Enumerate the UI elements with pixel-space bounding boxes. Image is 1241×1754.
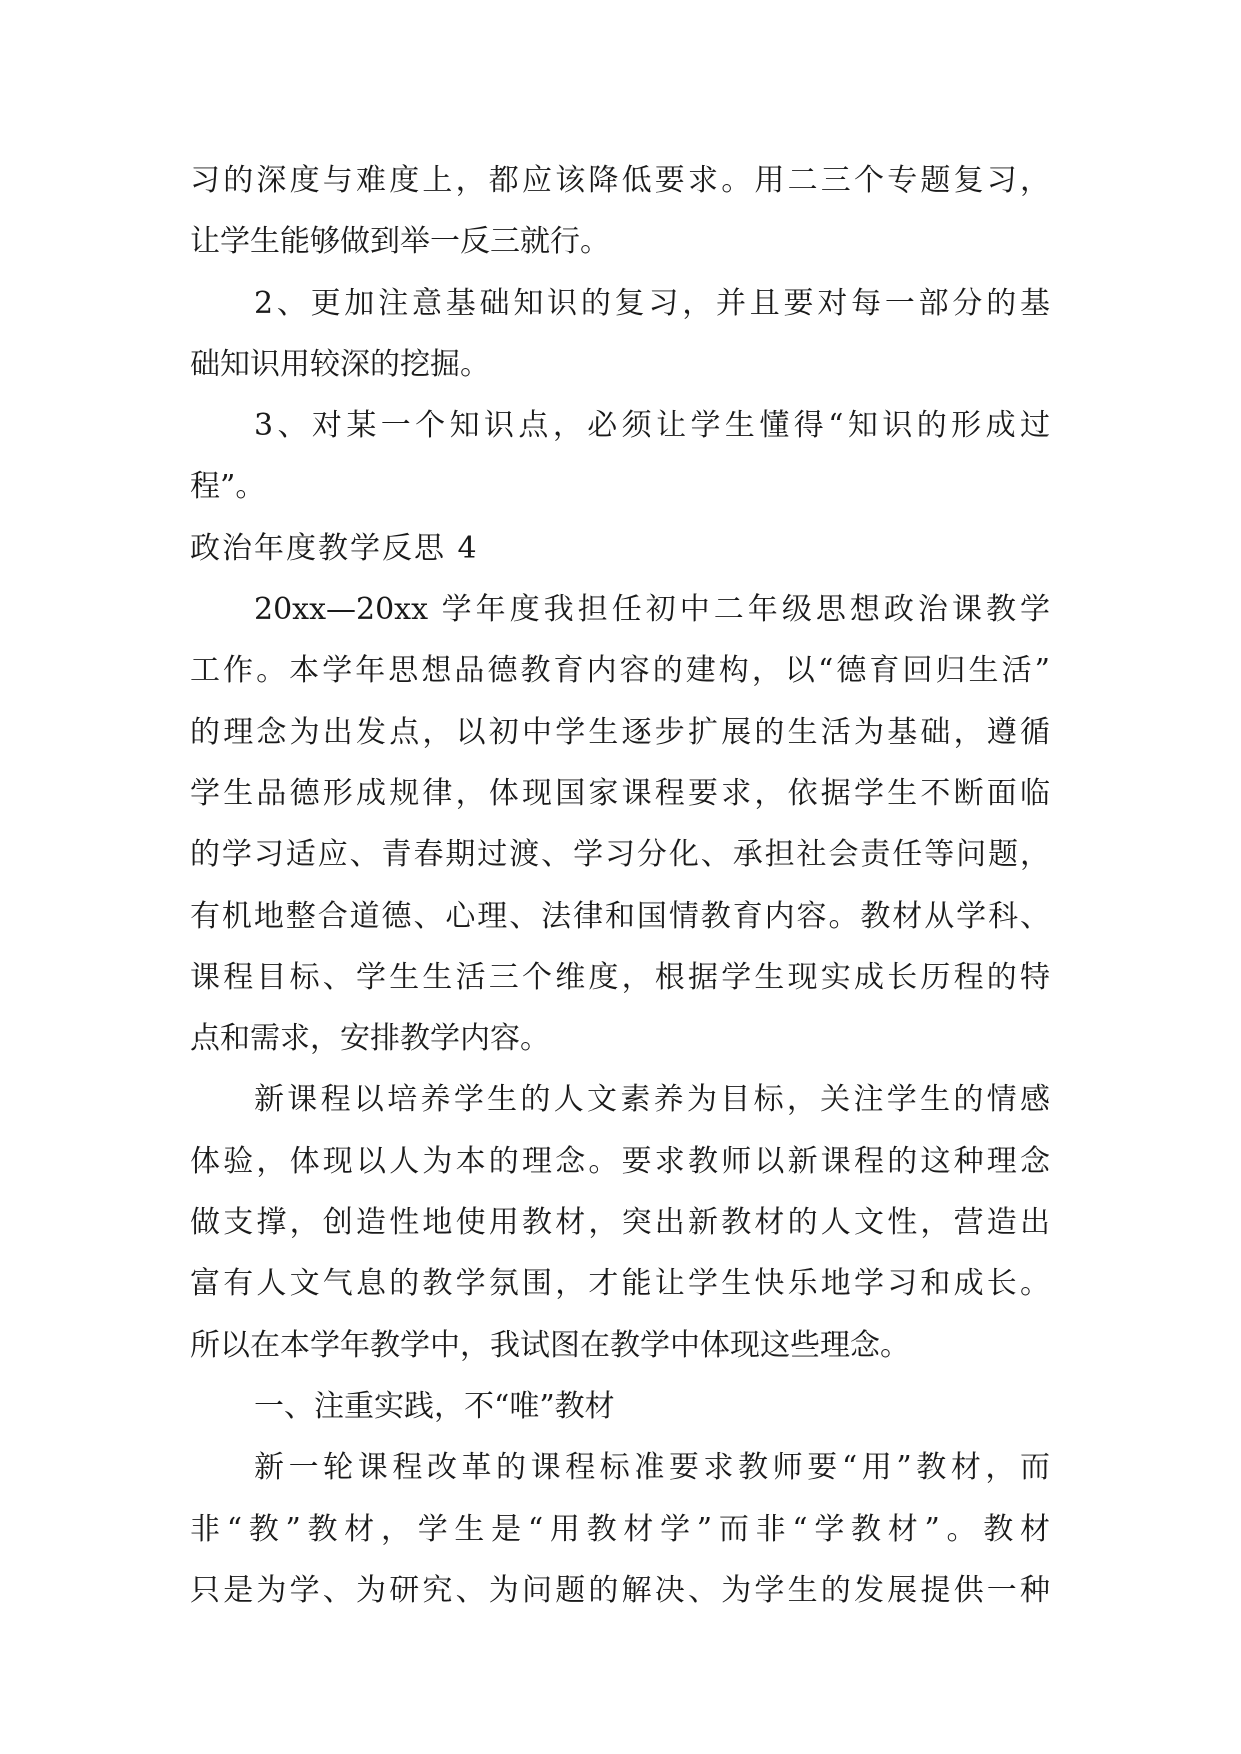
document-page — [190, 150, 1050, 1621]
text-line: 程”。 — [190, 469, 266, 505]
text-line: 的学习适应、青春期过渡、学习分化、承担社会责任等问题， — [190, 837, 1050, 873]
text-line: 让学生能够做到举一反三就行。 — [190, 224, 610, 260]
text-line: 习的深度与难度上，都应该降低要求。用二三个专题复习， — [190, 163, 1050, 198]
text-line: 点和需求，安排教学内容。 — [190, 1021, 550, 1057]
text-line: 2、更加注意基础知识的复习，并且要对每一部分的基 — [254, 285, 1050, 321]
text-line: 只是为学、为研究、为问题的解决、为学生的发展提供一种 — [190, 1572, 1050, 1608]
text-line: 新课程以培养学生的人文素养为目标，关注学生的情感 — [254, 1082, 1050, 1118]
text-line: 学生品德形成规律，体现国家课程要求，依据学生不断面临 — [190, 775, 1050, 811]
text-line: 新一轮课程改革的课程标准要求教师要“用”教材，而 — [254, 1450, 1050, 1486]
text-line: 的理念为出发点，以初中学生逐步扩展的生活为基础，遵循 — [190, 714, 1050, 750]
text-line: 富有人文气息的教学氛围，才能让学生快乐地学习和成长。 — [190, 1266, 1050, 1302]
text-line: 一、注重实践，不“唯”教材 — [254, 1388, 615, 1424]
text-line: 课程目标、学生生活三个维度，根据学生现实成长历程的特 — [190, 959, 1050, 995]
document-body — [190, 150, 1050, 1621]
text-line: 体验，体现以人为本的理念。要求教师以新课程的这种理念 — [190, 1143, 1050, 1179]
text-line: 工作。本学年思想品德教育内容的建构，以“德育回归生活” — [190, 653, 1050, 689]
section-heading: 政治年度教学反思 4 — [190, 530, 479, 566]
text-line: 有机地整合道德、心理、法律和国情教育内容。教材从学科、 — [190, 898, 1050, 934]
text-line: 3、对某一个知识点，必须让学生懂得“知识的形成过 — [254, 408, 1050, 444]
text-line: 做支撑，创造性地使用教材，突出新教材的人文性，营造出 — [190, 1205, 1050, 1241]
text-line: 础知识用较深的挖掘。 — [190, 346, 490, 382]
text-line: 20xx—20xx 学年度我担任初中二年级思想政治课教学 — [254, 592, 1050, 628]
text-line: 非“教”教材，学生是“用教材学”而非“学教材”。教材 — [190, 1511, 1050, 1547]
text-line: 所以在本学年教学中，我试图在教学中体现这些理念。 — [190, 1327, 910, 1363]
